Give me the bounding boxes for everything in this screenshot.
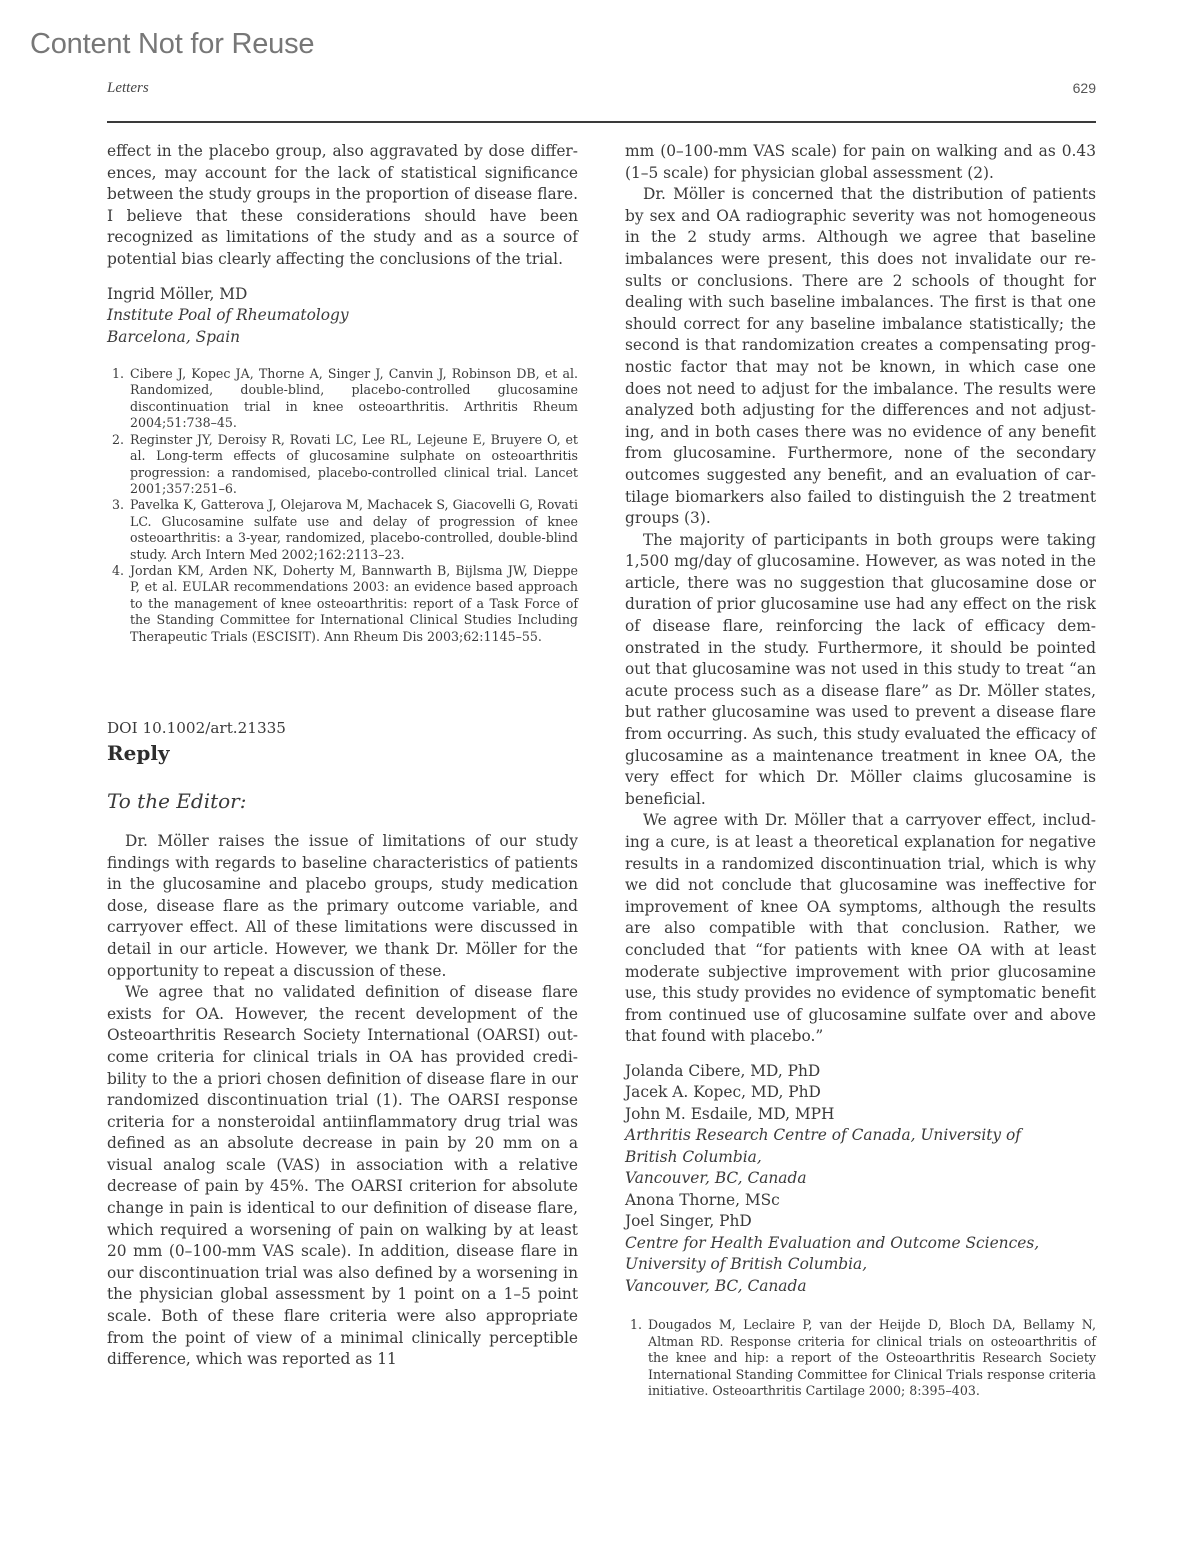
salutation: To the Editor: [107,788,247,813]
letter-references [107,366,578,645]
author-affiliation: University of British Columbia, [625,1255,868,1274]
reply-title: Reply [107,740,170,765]
author-name: John M. Esdaile, MD, MPH [625,1104,835,1123]
author-institution: Institute Poal of Rheumatology [107,306,349,325]
left-column [107,141,578,1371]
reply-paragraph: The majority of participants in both groups were taking 1,500 mg/day of glucosamine. However, as was noted in the article, there was no suggestion that glucosamine dose or duration of prior glucosamine use had any effect on the risk of disease flare, reinforcing the lack of efficacy demonstrated in the study. Furthermore, it should be pointed out that glucosamine was not used in this study to treat “an acute process such as a disease flare” as Dr. Möller states, but rather glucosamine was used to prevent a disease flare from occurring. As such, this study evaluated the efficacy of glucosamine as a maintenance treatment in knee OA, the very effect for which Dr. Möller claims glucosamine is beneficial. [625,530,1096,808]
page-number: 629 [1072,80,1096,96]
author-location: Barcelona, Spain [107,327,241,346]
reply-signatures [625,1061,1096,1298]
author-name: Joel Singer, PhD [625,1212,752,1231]
author-name: Jolanda Cibere, MD, PhD [625,1061,821,1080]
reference-item: 2. Reginster JY, Deroisy R, Rovati LC, Lee RL, Lejeune E, Bruyere O, et al. Long-term effects of glucosamine sulphate on osteoarthritis progression: a randomised, placebo-controlled clinical trial. Lancet 2001;357:251–6. [128,432,578,498]
reply-references [625,1317,1096,1399]
reply-paragraph: We agree that no validated definition of disease flare exists for OA. However, the recent development of the Osteoarthritis Research Society International (OARSI) outcome criteria for clinical trials in OA has provided credibility to the a priori chosen definition of disease flare in our randomized discontinuation trial (1). The OARSI response criteria for a nonsteroidal antiinflammatory drug trial was defined as an absolute decrease in pain by 20 mm on a visual analog scale (VAS) in association with a relative decrease of pain by 45%. The OARSI criterion for absolute change in pain is identical to our definition of disease flare, which required a worsening of pain on walking by at least 20 mm (0–100-mm VAS scale). In addition, disease flare in our discontinuation trial was also defined by a worsening in the physician global assessment by 1 point on a 1–5 point scale. Both of these flare criteria were also appropriate from the point of view of a minimal clinically perceptible difference, which was reported as 11 [107,983,578,1369]
doi[interactable]: DOI 10.1002/art.21335 [107,718,286,737]
reply-paragraph: mm (0–100-mm VAS scale) for pain on walking and as 0.43 (1–5 scale) for physician global assessment (2). [625,142,1096,182]
author-name: Ingrid Möller, MD [107,284,248,303]
reference-item: 3. Pavelka K, Gatterova J, Olejarova M, Machacek S, Giacovelli G, Rovati LC. Glucosamine sulfate use and delay of progression of knee osteoarthritis: a 3-year, randomized, placebo-controlled, double-blind study. Arch Intern Med 2002;162:2113–23. [128,497,578,563]
header-rule [107,121,1096,123]
reply-paragraph: Dr. Möller is concerned that the distribution of patients by sex and OA radiographic severity was not homogeneous in the 2 study arms. Although we agree that baseline imbalances were present, this does not invalidate our results or conclusions. There are 2 schools of thought for dealing with such baseline imbalances. The first is that one should correct for any baseline imbalance statistically; the second is that randomization creates a compensating prognostic factor that may not be known, in which case one does not need to adjust for the imbalance. The results were analyzed both adjusting for the differences and not adjusting, and in both cases there was no evidence of any benefit from glucosamine. Furthermore, none of the secondary outcomes suggested any benefit, and an evaluation of cartilage biomarkers also failed to distinguish the 2 treatment groups (3). [625,185,1096,528]
author-affiliation: British Columbia, [625,1147,762,1166]
author-name: Jacek A. Kopec, MD, PhD [625,1083,821,1102]
author-location: Vancouver, BC, Canada [625,1276,807,1295]
author-affiliation: Arthritis Research Centre of Canada, University of [625,1126,1021,1145]
author-name: Anona Thorne, MSc [625,1190,780,1209]
reference-item: 1. Dougados M, Leclaire P, van der Heijde D, Bloch DA, Bellamy N, Altman RD. Response criteria for clinical trials on osteoarthritis of the knee and hip: a report of the Osteoarthritis Research Society International Standing Committee for Clinical Trials response criteria initiative. Osteoarthritis Cartilage 2000; 8:395–403. [646,1317,1096,1399]
section-label: Letters [107,80,149,96]
reference-item: 1. Cibere J, Kopec JA, Thorne A, Singer J, Canvin J, Robinson DB, et al. Randomized, double-blind, placebo-controlled glucosamine discontinuation trial in knee osteoarthritis. Arthritis Rheum 2004;51:738–45. [128,366,578,432]
reply-paragraph: We agree with Dr. Möller that a carryover effect, including a cure, is at least a theoretical explanation for negative results in a randomized discontinuation trial, which is why we did not conclude that glucosamine was ineffective for improvement of knee OA symptoms, although the results are also compatible with that conclusion. Rather, we concluded that “for patients with knee OA with at least moderate subjective improvement with prior glucosamine use, this study provides no evidence of symptomatic benefit from continued use of glucosamine sulfate over and above that found with placebo.” [625,811,1096,1046]
author-location: Vancouver, BC, Canada [625,1169,807,1188]
right-column [625,141,1096,1399]
author-affiliation: Centre for Health Evaluation and Outcome Sciences, [625,1233,1040,1252]
letter-end-paragraph: effect in the placebo group, also aggravated by dose differences, may account for the lack of statistical significance between the study groups in the proportion of disease flare. I believe that these considerations should have been recognized as limitations of the study and as a source of potential bias clearly affecting the conclusions of the trial. [107,142,578,268]
reference-item: 4. Jordan KM, Arden NK, Doherty M, Bannwarth B, Bijlsma JW, Dieppe P, et al. EULAR recommendations 2003: an evidence based approach to the management of knee osteoarthritis: report of a Task Force of the Standing Committee for International Clinical Studies Including Therapeutic Trials (ESCISIT). Ann Rheum Dis 2003;62:1145–55. [128,563,578,645]
letter-signature [107,284,578,349]
reply-paragraph: Dr. Möller raises the issue of limitations of our study findings with regards to baseline characteristics of patients in the glucosamine and placebo groups, study medication dose, disease flare as the primary outcome variable, and carryover effect. All of these limitations were discussed in detail in our article. However, we thank Dr. Möller for the opportunity to repeat a discussion of these. [107,831,578,980]
watermark: Content Not for Reuse [30,28,315,60]
